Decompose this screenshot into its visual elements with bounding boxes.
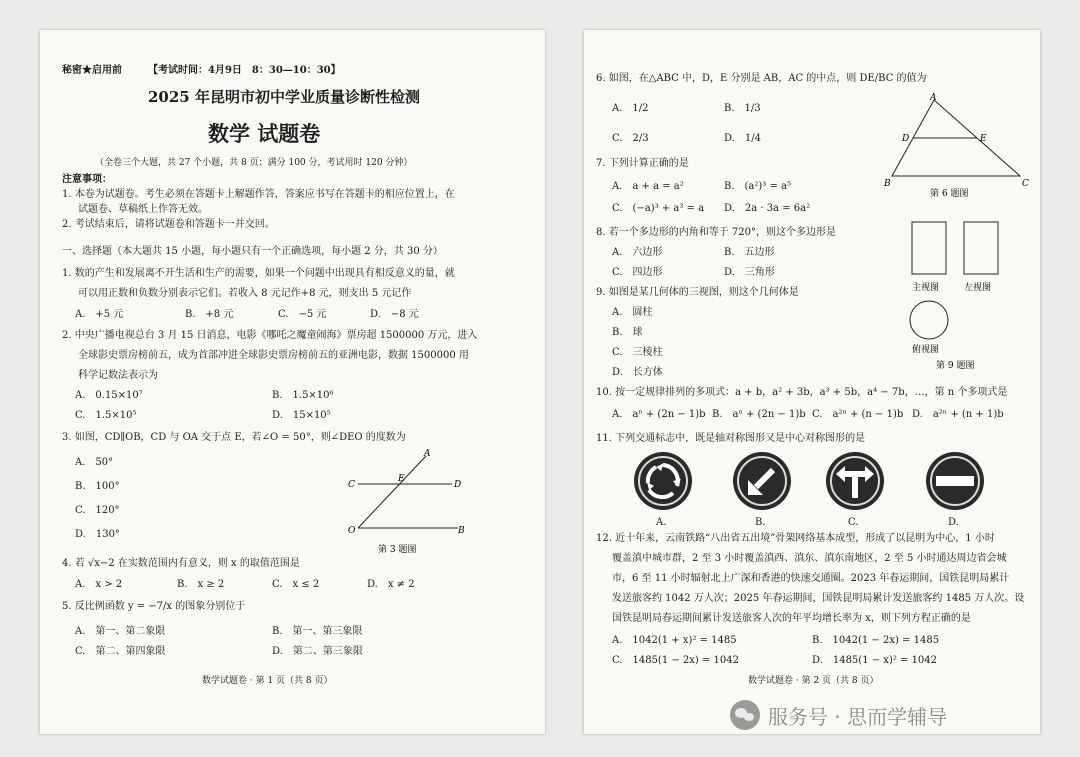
q12-option-b[interactable]: B. 1042(1 − 2x) = 1485	[812, 635, 940, 646]
q2-line3: 科学记数法表示为	[78, 370, 158, 381]
label-d: D	[902, 134, 910, 144]
page-2-footer: 数学试题卷 · 第 2 页（共 8 页）	[748, 676, 879, 686]
label-c: C	[348, 480, 355, 490]
q9-option-d[interactable]: D. 长方体	[612, 367, 663, 378]
exam-time: 【考试时间：4月9日 8：30—10：30】	[148, 65, 341, 76]
figure-9-caption: 第 9 题图	[936, 361, 975, 371]
q9-option-c[interactable]: C. 三棱柱	[612, 347, 663, 358]
figure-6-triangle	[882, 92, 1032, 200]
exam-subtitle: 数学 试题卷	[208, 121, 321, 146]
wechat-watermark	[730, 697, 947, 733]
q2-line1: 2. 中央广播电视总台 3 月 15 日消息，电影《哪吒之魔童闹海》票房超 1500000 万元，进入	[62, 330, 478, 341]
q6-option-d[interactable]: D. 1/4	[724, 133, 761, 144]
q11-option-d[interactable]: D.	[948, 517, 959, 528]
q3-stem: 3. 如图，CD∥OB，CD 与 OA 交于点 E，若∠O = 50°，则∠DEO 的度数为	[62, 432, 406, 443]
q3-option-c[interactable]: C. 120°	[75, 505, 120, 516]
q6-option-a[interactable]: A. 1/2	[612, 103, 649, 114]
label-b: B	[884, 179, 891, 189]
label-a: A	[424, 449, 431, 459]
label-c: C	[1022, 179, 1029, 189]
q2-option-c[interactable]: C. 1.5×10⁵	[75, 410, 137, 421]
q7-option-d[interactable]: D. 2a · 3a = 6a²	[724, 203, 811, 214]
q10-option-d[interactable]: D. a²ⁿ + (n + 1)b	[912, 409, 1004, 420]
q5-option-b[interactable]: B. 第一、第三象限	[272, 626, 363, 637]
label-e: E	[398, 474, 405, 484]
q5-option-a[interactable]: A. 第一、第二象限	[75, 626, 166, 637]
side-view-rect	[964, 222, 998, 274]
q5-option-c[interactable]: C. 第二、第四象限	[75, 646, 166, 657]
q4-option-c[interactable]: C. x ≤ 2	[272, 579, 320, 590]
q11-option-b[interactable]: B.	[755, 517, 766, 528]
wechat-logo-icon	[730, 700, 760, 730]
q2-option-b[interactable]: B. 1.5×10⁶	[272, 390, 334, 401]
q3-option-b[interactable]: B. 100°	[75, 481, 120, 492]
q7-option-c[interactable]: C. (−a)³ + a³ = a	[612, 203, 705, 214]
q8-option-c[interactable]: C. 四边形	[612, 267, 663, 278]
line-oa	[358, 456, 426, 528]
q12-line2: 覆盖滇中城市群，2 至 3 小时覆盖滇西、滇东、滇东南地区，2 至 5 小时通达周边省会城	[612, 553, 1007, 564]
q9-option-b[interactable]: B. 球	[612, 327, 643, 338]
q9-option-a[interactable]: A. 圆柱	[612, 307, 653, 318]
exam-page-2	[584, 30, 1040, 734]
q4-stem: 4. 若 √x−2 在实数范围内有意义，则 x 的取值范围是	[62, 558, 300, 569]
q12-option-a[interactable]: A. 1042(1 + x)² = 1485	[612, 635, 737, 646]
page-1-footer: 数学试题卷 · 第 1 页（共 8 页）	[202, 676, 333, 686]
note-1b: 试题卷、草稿纸上作答无效。	[78, 204, 208, 215]
q4-option-a[interactable]: A. x > 2	[75, 579, 123, 590]
left-view-label: 左视图	[964, 283, 992, 293]
q12-line1: 12. 近十年来，云南铁路“八出省五出境”骨架网络基本成型，形成了以昆明为中心，1 小时	[596, 533, 995, 544]
q2-option-a[interactable]: A. 0.15×10⁷	[75, 390, 143, 401]
label-b: B	[458, 526, 465, 536]
q4-option-b[interactable]: B. x ≥ 2	[177, 579, 225, 590]
exam-page-1	[40, 30, 545, 734]
q12-line5: 国铁昆明局春运期间累计发送旅客人次的年平均增长率为 x，则下列方程正确的是	[612, 613, 971, 624]
q7-option-a[interactable]: A. a + a = a²	[612, 181, 684, 192]
q1-line1: 1. 数的产生和发展离不开生活和生产的需要，如果一个问题中出现具有相反意义的量，就	[62, 268, 455, 279]
q7-stem: 7. 下列计算正确的是	[596, 158, 689, 169]
q8-option-d[interactable]: D. 三角形	[724, 267, 775, 278]
q1-option-a[interactable]: A. +5 元	[75, 309, 124, 320]
watermark-text: 服务号 · 思而学辅导	[768, 704, 948, 729]
top-view-circle	[910, 301, 948, 339]
q10-option-c[interactable]: C. a²ⁿ + (n − 1)b	[812, 409, 904, 420]
q11-option-a[interactable]: A.	[656, 517, 667, 528]
front-view-rect	[912, 222, 946, 274]
q5-stem: 5. 反比例函数 y = −7/x 的图象分别位于	[62, 601, 246, 612]
q1-option-b[interactable]: B. +8 元	[185, 309, 234, 320]
figure-9-three-views	[900, 218, 1010, 372]
q2-line2: 全球影史票房榜前五，成为首部冲进全球影史票房榜前五的亚洲电影，数据 1500000 用	[78, 350, 469, 361]
figure-6-caption: 第 6 题图	[930, 189, 969, 199]
q1-option-c[interactable]: C. −5 元	[278, 309, 327, 320]
exam-intro: （全卷三个大题，共 27 个小题，共 8 页；满分 100 分，考试用时 120 分钟）	[95, 158, 413, 168]
note-1a: 1. 本卷为试题卷。考生必须在答题卡上解题作答，答案应书写在答题卡的相应位置上，在	[62, 189, 455, 200]
section-1-heading: 一、选择题（本大题共 15 小题，每小题只有一个正确选项，每小题 2 分，共 30 分）	[62, 246, 443, 257]
q1-line2: 可以用正数和负数分别表示它们。若收入 8 元记作+8 元，则支出 5 元记作	[78, 288, 412, 299]
q4-option-d[interactable]: D. x ≠ 2	[367, 579, 415, 590]
q6-stem: 6. 如图，在△ABC 中，D，E 分别是 AB，AC 的中点，则 DE/BC 的值为	[596, 73, 927, 84]
turn-left-right-sign-icon[interactable]	[824, 450, 886, 512]
q3-option-a[interactable]: A. 50°	[75, 457, 114, 468]
q9-stem: 9. 如图是某几何体的三视图，则这个几何体是	[596, 287, 799, 298]
top-view-label: 俯视图	[912, 345, 940, 355]
q3-option-d[interactable]: D. 130°	[75, 529, 120, 540]
q6-option-b[interactable]: B. 1/3	[724, 103, 761, 114]
q6-option-c[interactable]: C. 2/3	[612, 133, 649, 144]
label-a: A	[930, 93, 937, 103]
q5-option-d[interactable]: D. 第二、第三象限	[272, 646, 363, 657]
down-left-arrow-sign-icon[interactable]	[731, 450, 793, 512]
q11-option-c[interactable]: C.	[848, 517, 859, 528]
q8-stem: 8. 若一个多边形的内角和等于 720°，则这个多边形是	[596, 227, 836, 238]
q10-stem: 10. 按一定规律排列的多项式：a + b，a² + 3b，a³ + 5b，a⁴ − 7b，…，第 n 个多项式是	[596, 387, 1008, 398]
q10-option-b[interactable]: B. aⁿ + (2n − 1)b	[712, 409, 806, 420]
q12-option-c[interactable]: C. 1485(1 − 2x) = 1042	[612, 655, 740, 666]
note-2: 2. 考试结束后，请将试题卷和答题卡一并交回。	[62, 219, 275, 230]
figure-3-caption: 第 3 题图	[378, 545, 417, 555]
q10-option-a[interactable]: A. aⁿ + (2n − 1)b	[612, 409, 706, 420]
label-e: E	[980, 134, 987, 144]
q12-option-d[interactable]: D. 1485(1 − x)² = 1042	[812, 655, 938, 666]
no-entry-sign-icon[interactable]	[924, 450, 986, 512]
q12-line3: 市，6 至 11 小时辐射北上广深和香港的快速交通圈。2023 年春运期间，国铁昆明局累计	[612, 573, 1010, 584]
secret-label: 秘密★启用前	[62, 65, 122, 76]
q7-option-b[interactable]: B. (a²)³ = a⁵	[724, 181, 792, 192]
front-view-label: 主视图	[912, 283, 940, 293]
q1-option-d[interactable]: D. −8 元	[370, 309, 419, 320]
figure-3-diagram	[340, 448, 470, 558]
notes-title: 注意事项：	[62, 174, 112, 185]
q8-option-b[interactable]: B. 五边形	[724, 247, 775, 258]
roundabout-sign-icon[interactable]	[632, 450, 694, 512]
q2-option-d[interactable]: D. 15×10⁵	[272, 410, 331, 421]
exam-title: 2025 年昆明市初中学业质量诊断性检测	[148, 88, 420, 106]
q11-stem: 11. 下列交通标志中，既是轴对称图形又是中心对称图形的是	[596, 433, 866, 444]
q8-option-a[interactable]: A. 六边形	[612, 247, 663, 258]
q12-line4: 发送旅客约 1042 万人次；2025 年春运期间，国铁昆明局累计发送旅客约 1485 万人次。设	[612, 593, 1025, 604]
label-o: O	[348, 526, 356, 536]
label-d: D	[454, 480, 462, 490]
